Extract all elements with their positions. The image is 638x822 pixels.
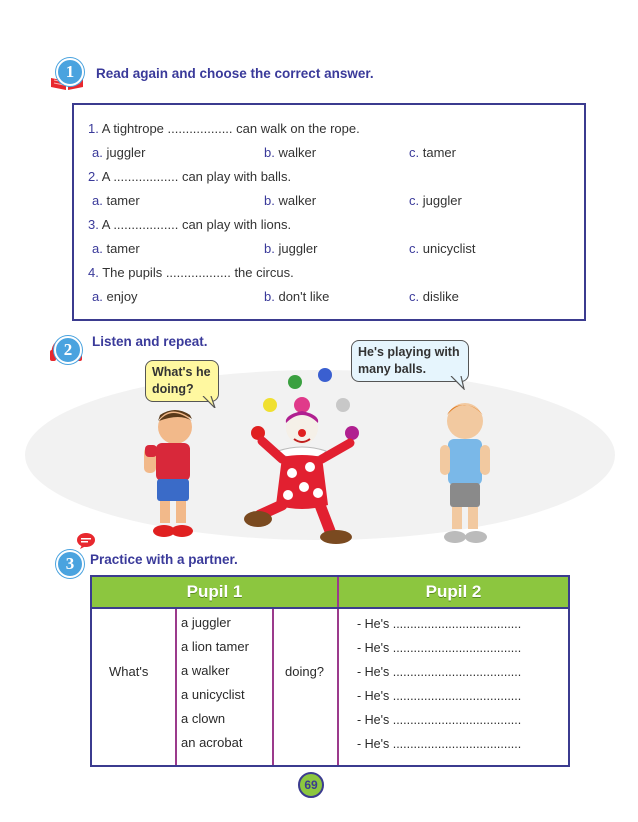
speech-bubble-right: He's playing with many balls. — [351, 340, 469, 382]
section3-number-badge: 3 — [56, 550, 84, 578]
answer-line-3[interactable]: - He's ..................................... — [357, 665, 522, 679]
option-1c: c. tamer — [409, 145, 456, 160]
circus-illustration — [20, 355, 620, 555]
col-divider-1 — [175, 609, 177, 765]
question-3: 3. A .................. can play with lions. — [88, 217, 292, 232]
option-2c: c. juggler — [409, 193, 462, 208]
exercise-box — [72, 103, 586, 321]
answer-line-6[interactable]: - He's ..................................... — [357, 737, 522, 751]
header-pupil1: Pupil 1 — [92, 577, 337, 607]
option-2b: b. walker — [264, 193, 317, 208]
option-clown: a clown — [181, 711, 226, 726]
header-bottom-border — [92, 607, 568, 609]
option-4b: b. don't like — [264, 289, 330, 304]
option-4a: a. enjoy — [92, 289, 138, 304]
option-3c: c. unicyclist — [409, 241, 476, 256]
answer-line-5[interactable]: - He's ..................................... — [357, 713, 522, 727]
option-unicyclist: a unicyclist — [181, 687, 245, 702]
section1-number-badge: 1 — [56, 58, 84, 86]
whats-cell: What's — [109, 664, 149, 679]
chat-icon — [76, 532, 96, 550]
practice-table — [90, 575, 570, 767]
option-3b: b. juggler — [264, 241, 318, 256]
option-3a: a. tamer — [92, 241, 140, 256]
page-number: 69 — [298, 772, 324, 798]
question-4: 4. The pupils .................. the circus. — [88, 265, 294, 280]
question-2: 2. A .................. can play with balls. — [88, 169, 292, 184]
section3-title: Practice with a partner. — [90, 552, 238, 567]
option-walker: a walker — [181, 663, 230, 678]
section2-number-badge: 2 — [54, 336, 82, 364]
bubble-tail-right — [450, 376, 466, 390]
col-divider-2 — [272, 609, 274, 765]
speech-bubble-left: What's he doing? — [145, 360, 219, 402]
bubble-tail-left — [202, 396, 216, 408]
option-acrobat: an acrobat — [181, 735, 243, 750]
answer-line-1[interactable]: - He's ..................................... — [357, 617, 522, 631]
option-4c: c. dislike — [409, 289, 459, 304]
header-pupil2: Pupil 2 — [339, 577, 568, 607]
section1-title: Read again and choose the correct answer. — [96, 66, 374, 81]
option-juggler: a juggler — [181, 615, 231, 630]
option-1a: a. juggler — [92, 145, 146, 160]
doing-cell: doing? — [285, 664, 325, 679]
option-2a: a. tamer — [92, 193, 140, 208]
option-1b: b. walker — [264, 145, 317, 160]
header-divider — [337, 577, 339, 765]
answer-line-2[interactable]: - He's ..................................... — [357, 641, 522, 655]
question-1: 1. A tightrope .................. can walk on the rope. — [88, 121, 360, 136]
section2-title: Listen and repeat. — [92, 334, 208, 349]
answer-line-4[interactable]: - He's ..................................... — [357, 689, 522, 703]
option-lion-tamer: a lion tamer — [181, 639, 249, 654]
